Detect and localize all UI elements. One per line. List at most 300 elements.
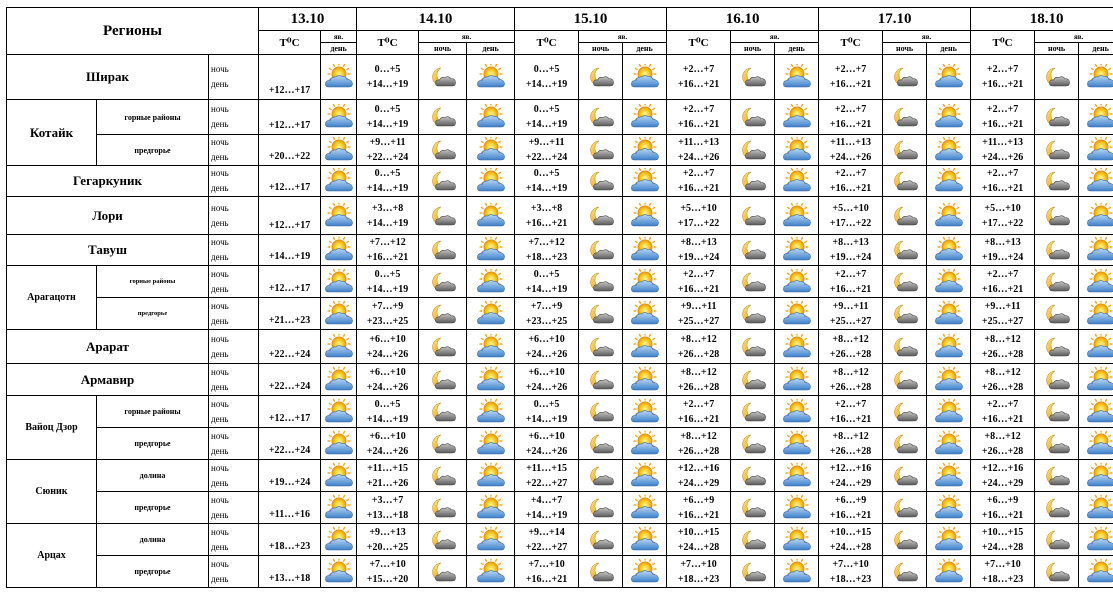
regions-header: Регионы bbox=[7, 8, 259, 55]
day-temp: +22…+24 bbox=[525, 152, 568, 163]
night-icon-cell bbox=[1035, 556, 1079, 588]
temp-day1 bbox=[259, 460, 321, 492]
night-temp: +9…+13 bbox=[369, 526, 406, 538]
day-icon-cell bbox=[321, 298, 357, 330]
day-icon-cell bbox=[927, 396, 971, 428]
day-icon-cell bbox=[1079, 460, 1113, 492]
temp-header: T⁰C bbox=[971, 31, 1035, 55]
night-icon-cell bbox=[579, 524, 623, 556]
day-temp: +24…+28 bbox=[981, 541, 1024, 553]
day-icon-cell bbox=[321, 330, 357, 364]
sun-cloud-icon bbox=[934, 367, 964, 393]
temp-cell bbox=[667, 396, 731, 428]
day-temp: +24…+26 bbox=[525, 348, 568, 360]
day-icon-cell bbox=[927, 428, 971, 460]
moon-cloud-icon bbox=[738, 169, 768, 193]
temp-cell bbox=[515, 364, 579, 396]
night-temp: +12…+16 bbox=[829, 462, 872, 474]
moon-cloud-icon bbox=[1042, 432, 1072, 456]
day-temp: +24…+26 bbox=[366, 348, 409, 360]
temp-cell bbox=[515, 135, 579, 166]
night-icon-cell bbox=[579, 364, 623, 396]
moon-cloud-icon bbox=[1042, 302, 1072, 326]
day-temp: +24…+28 bbox=[677, 541, 720, 553]
temp-cell bbox=[667, 330, 731, 364]
day-icon-cell bbox=[927, 100, 971, 135]
night-icon-cell bbox=[883, 428, 927, 460]
sun-cloud-icon bbox=[630, 301, 660, 327]
day-temp: +14…+19 bbox=[366, 119, 409, 130]
sun-cloud-icon bbox=[782, 527, 812, 553]
sun-cloud-icon bbox=[324, 203, 354, 229]
night-icon-cell bbox=[579, 330, 623, 364]
sun-cloud-icon bbox=[630, 431, 660, 457]
moon-cloud-icon bbox=[586, 169, 616, 193]
moon-cloud-icon bbox=[586, 238, 616, 262]
subregion-name: предгорье bbox=[97, 428, 209, 460]
day-temp: +16…+21 bbox=[981, 413, 1024, 425]
sun-cloud-icon bbox=[782, 203, 812, 229]
night-temp: +6…+10 bbox=[528, 366, 565, 378]
day-label: день bbox=[211, 477, 229, 488]
day-temp: +14…+19 bbox=[525, 79, 568, 90]
sun-cloud-icon bbox=[782, 399, 812, 425]
night-temp: +7…+10 bbox=[680, 558, 717, 570]
night-icon-cell bbox=[1035, 330, 1079, 364]
sun-cloud-icon bbox=[476, 269, 506, 295]
moon-cloud-icon bbox=[1042, 400, 1072, 424]
day-temp: +24…+26 bbox=[677, 152, 720, 163]
region-name: Гегаркуник bbox=[7, 166, 209, 197]
night-icon-cell bbox=[883, 396, 927, 428]
moon-cloud-icon bbox=[586, 432, 616, 456]
night-temp: +7…+9 bbox=[371, 300, 404, 312]
night-day-labels bbox=[209, 135, 259, 166]
moon-cloud-icon bbox=[890, 204, 920, 228]
day-icon-cell bbox=[623, 266, 667, 298]
day-temp: +16…+21 bbox=[981, 183, 1024, 194]
sun-cloud-icon bbox=[782, 301, 812, 327]
temp-day1 bbox=[259, 330, 321, 364]
temp-cell bbox=[357, 235, 419, 266]
day-temp: +24…+26 bbox=[366, 381, 409, 393]
temp-cell bbox=[667, 266, 731, 298]
night-icon-cell bbox=[883, 298, 927, 330]
moon-cloud-icon bbox=[586, 105, 616, 129]
day-icon-cell bbox=[623, 135, 667, 166]
night-icon-cell bbox=[1035, 298, 1079, 330]
night-temp: +2…+7 bbox=[986, 398, 1019, 410]
day-temp: +16…+21 bbox=[366, 252, 409, 263]
temp-cell bbox=[971, 55, 1035, 100]
moon-cloud-icon bbox=[890, 368, 920, 392]
table-row bbox=[7, 524, 1113, 556]
day-icon-cell bbox=[467, 55, 515, 100]
day-temp: +16…+21 bbox=[677, 413, 720, 425]
night-icon-cell bbox=[419, 364, 467, 396]
temp-cell bbox=[667, 235, 731, 266]
temp-cell bbox=[667, 55, 731, 100]
table-row bbox=[7, 235, 1113, 266]
temp-cell bbox=[819, 100, 883, 135]
moon-cloud-icon bbox=[428, 400, 458, 424]
night-icon-cell bbox=[579, 266, 623, 298]
night-icon-cell bbox=[1035, 266, 1079, 298]
day-icon-cell bbox=[1079, 396, 1113, 428]
sun-cloud-icon bbox=[630, 269, 660, 295]
night-temp: +11…+15 bbox=[526, 462, 567, 474]
day-icon-cell bbox=[927, 166, 971, 197]
temp-cell bbox=[515, 166, 579, 197]
night-icon-cell bbox=[579, 235, 623, 266]
moon-cloud-icon bbox=[586, 528, 616, 552]
temp-cell bbox=[971, 428, 1035, 460]
day-icon-cell bbox=[775, 460, 819, 492]
day-temp: +18…+23 bbox=[981, 573, 1024, 585]
sun-cloud-icon bbox=[782, 269, 812, 295]
day-icon-cell bbox=[775, 266, 819, 298]
temp-cell bbox=[971, 166, 1035, 197]
sun-cloud-icon bbox=[324, 237, 354, 263]
temp-day1 bbox=[259, 556, 321, 588]
night-temp: +11…+13 bbox=[678, 137, 719, 148]
sun-cloud-icon bbox=[934, 64, 964, 90]
temp-cell bbox=[819, 492, 883, 524]
moon-cloud-icon bbox=[586, 464, 616, 488]
day-temp: +26…+28 bbox=[981, 445, 1024, 457]
temp-cell bbox=[667, 100, 731, 135]
subregion-name: долина bbox=[97, 460, 209, 492]
moon-cloud-icon bbox=[1042, 204, 1072, 228]
night-temp: +9…+11 bbox=[832, 300, 869, 312]
temp-header: T⁰C bbox=[819, 31, 883, 55]
moon-cloud-icon bbox=[738, 496, 768, 520]
night-icon-cell bbox=[731, 166, 775, 197]
table-row bbox=[7, 460, 1113, 492]
night-subheader: ночь bbox=[731, 43, 775, 55]
night-icon-cell bbox=[731, 396, 775, 428]
day-icon-cell bbox=[1079, 298, 1113, 330]
day-temp: +22…+24 bbox=[366, 152, 409, 163]
night-icon-cell bbox=[419, 492, 467, 524]
night-temp: +6…+10 bbox=[369, 333, 406, 345]
sun-cloud-icon bbox=[782, 237, 812, 263]
sun-cloud-icon bbox=[934, 168, 964, 194]
moon-cloud-icon bbox=[738, 432, 768, 456]
night-label: ночь bbox=[211, 237, 229, 247]
night-day-labels bbox=[209, 100, 259, 135]
night-icon-cell bbox=[883, 330, 927, 364]
sun-cloud-icon bbox=[1086, 367, 1113, 393]
temp-cell bbox=[515, 492, 579, 524]
day-temp: +14…+19 bbox=[366, 79, 409, 90]
moon-cloud-icon bbox=[586, 368, 616, 392]
temp-value: +22…+24 bbox=[268, 445, 311, 456]
temp-day1 bbox=[259, 524, 321, 556]
moon-cloud-icon bbox=[1042, 169, 1072, 193]
moon-cloud-icon bbox=[428, 105, 458, 129]
sun-cloud-icon bbox=[782, 334, 812, 360]
sun-cloud-icon bbox=[324, 269, 354, 295]
sun-cloud-icon bbox=[324, 137, 354, 163]
temp-cell bbox=[819, 266, 883, 298]
day-temp: +18…+23 bbox=[829, 573, 872, 585]
temp-cell bbox=[667, 166, 731, 197]
date-header: 15.10 bbox=[515, 8, 667, 31]
day-temp: +26…+28 bbox=[981, 348, 1024, 360]
sun-cloud-icon bbox=[324, 367, 354, 393]
moon-cloud-icon bbox=[428, 138, 458, 162]
region-name: Сюник bbox=[7, 460, 97, 524]
day-icon-cell bbox=[1079, 556, 1113, 588]
temp-day1 bbox=[259, 266, 321, 298]
sun-cloud-icon bbox=[782, 168, 812, 194]
date-header: 16.10 bbox=[667, 8, 819, 31]
day-icon-cell bbox=[467, 524, 515, 556]
sun-cloud-icon bbox=[934, 301, 964, 327]
night-temp: +5…+10 bbox=[832, 202, 869, 214]
night-icon-cell bbox=[883, 364, 927, 396]
temp-day1 bbox=[259, 197, 321, 235]
temp-cell bbox=[515, 55, 579, 100]
night-icon-cell bbox=[883, 492, 927, 524]
temp-day1 bbox=[259, 364, 321, 396]
night-icon-cell bbox=[1035, 235, 1079, 266]
night-label: ночь bbox=[211, 300, 229, 311]
night-icon-cell bbox=[731, 524, 775, 556]
night-temp: +8…+12 bbox=[680, 430, 717, 442]
night-temp: +8…+12 bbox=[984, 333, 1021, 345]
night-temp: +6…+9 bbox=[834, 494, 867, 506]
moon-cloud-icon bbox=[428, 238, 458, 262]
temp-cell bbox=[971, 298, 1035, 330]
night-icon-cell bbox=[419, 55, 467, 100]
night-icon-cell bbox=[579, 298, 623, 330]
day-temp: +14…+19 bbox=[366, 183, 409, 194]
night-temp: +8…+13 bbox=[680, 237, 717, 248]
temp-cell bbox=[357, 330, 419, 364]
night-icon-cell bbox=[731, 235, 775, 266]
date-header: 14.10 bbox=[357, 8, 515, 31]
moon-cloud-icon bbox=[738, 238, 768, 262]
day-label: день bbox=[211, 445, 229, 456]
temp-value: +12…+17 bbox=[268, 283, 311, 294]
day-temp: +13…+18 bbox=[366, 509, 409, 521]
night-icon-cell bbox=[731, 55, 775, 100]
sun-cloud-icon bbox=[934, 334, 964, 360]
day-icon-cell bbox=[623, 428, 667, 460]
sun-cloud-icon bbox=[476, 559, 506, 585]
night-day-labels bbox=[209, 330, 259, 364]
moon-cloud-icon bbox=[890, 496, 920, 520]
night-icon-cell bbox=[579, 492, 623, 524]
temp-value: +22…+24 bbox=[268, 381, 311, 392]
night-temp: +12…+16 bbox=[677, 462, 720, 474]
night-temp: +7…+10 bbox=[369, 558, 406, 570]
day-subheader: день bbox=[775, 43, 819, 55]
day-icon-cell bbox=[1079, 428, 1113, 460]
day-temp: +26…+28 bbox=[829, 348, 872, 360]
temp-cell bbox=[357, 460, 419, 492]
temp-cell bbox=[971, 460, 1035, 492]
region-name: Ширак bbox=[7, 55, 209, 100]
night-icon-cell bbox=[579, 166, 623, 197]
temp-cell bbox=[667, 135, 731, 166]
night-temp: +3…+8 bbox=[530, 202, 563, 214]
subregion-name: предгорье bbox=[97, 298, 209, 330]
day-temp: +24…+28 bbox=[829, 541, 872, 553]
temp-cell bbox=[971, 524, 1035, 556]
night-icon-cell bbox=[1035, 524, 1079, 556]
moon-cloud-icon bbox=[586, 560, 616, 584]
night-day-labels bbox=[209, 396, 259, 428]
night-icon-cell bbox=[731, 428, 775, 460]
temp-value: +22…+24 bbox=[268, 349, 311, 360]
sun-cloud-icon bbox=[1086, 431, 1113, 457]
day-icon-cell bbox=[775, 428, 819, 460]
moon-cloud-icon bbox=[890, 169, 920, 193]
sun-cloud-icon bbox=[476, 301, 506, 327]
night-icon-cell bbox=[731, 266, 775, 298]
day-temp: +14…+19 bbox=[366, 413, 409, 425]
day-icon-cell bbox=[775, 298, 819, 330]
sun-cloud-icon bbox=[934, 431, 964, 457]
date-header: 13.10 bbox=[259, 8, 357, 31]
sun-cloud-icon bbox=[934, 137, 964, 163]
night-icon-cell bbox=[731, 492, 775, 524]
table-row bbox=[7, 556, 1113, 588]
temp-cell bbox=[515, 100, 579, 135]
day-temp: +16…+21 bbox=[829, 413, 872, 425]
day-temp: +16…+21 bbox=[981, 509, 1024, 521]
temp-cell bbox=[357, 396, 419, 428]
sun-cloud-icon bbox=[324, 64, 354, 90]
temp-cell bbox=[667, 524, 731, 556]
day-icon-cell bbox=[927, 298, 971, 330]
day-icon-cell bbox=[775, 100, 819, 135]
day-icon-cell bbox=[775, 330, 819, 364]
date-header: 18.10 bbox=[971, 8, 1113, 31]
temp-cell bbox=[357, 364, 419, 396]
day-temp: +16…+21 bbox=[981, 119, 1024, 130]
day-temp: +14…+19 bbox=[366, 217, 409, 229]
sun-cloud-icon bbox=[782, 463, 812, 489]
moon-cloud-icon bbox=[586, 270, 616, 294]
temp-cell bbox=[357, 492, 419, 524]
night-temp: +2…+7 bbox=[682, 268, 715, 280]
night-icon-cell bbox=[883, 460, 927, 492]
table-row bbox=[7, 330, 1113, 364]
night-label: ночь bbox=[211, 137, 229, 147]
sun-cloud-icon bbox=[476, 64, 506, 90]
moon-cloud-icon bbox=[890, 464, 920, 488]
moon-cloud-icon bbox=[1042, 105, 1072, 129]
day-icon-cell bbox=[321, 364, 357, 396]
moon-cloud-icon bbox=[738, 204, 768, 228]
day-icon-cell bbox=[467, 100, 515, 135]
temp-day1 bbox=[259, 135, 321, 166]
day-icon-cell bbox=[321, 166, 357, 197]
sun-cloud-icon bbox=[630, 463, 660, 489]
moon-cloud-icon bbox=[890, 400, 920, 424]
sun-cloud-icon bbox=[476, 527, 506, 553]
temp-cell bbox=[971, 396, 1035, 428]
moon-cloud-icon bbox=[890, 528, 920, 552]
night-subheader: ночь bbox=[419, 43, 467, 55]
day-temp: +20…+25 bbox=[366, 541, 409, 553]
night-temp: +9…+14 bbox=[528, 526, 565, 538]
night-temp: +3…+7 bbox=[371, 494, 404, 506]
moon-cloud-icon bbox=[1042, 335, 1072, 359]
temp-cell bbox=[971, 135, 1035, 166]
sun-cloud-icon bbox=[1086, 237, 1113, 263]
night-temp: +8…+12 bbox=[984, 430, 1021, 442]
temp-day1 bbox=[259, 55, 321, 100]
night-temp: 0…+5 bbox=[374, 64, 401, 75]
sun-cloud-icon bbox=[324, 431, 354, 457]
temp-value: +13…+18 bbox=[268, 573, 311, 584]
temp-value: +12…+17 bbox=[268, 220, 311, 231]
night-icon-cell bbox=[419, 460, 467, 492]
day-icon-cell bbox=[775, 524, 819, 556]
temp-cell bbox=[357, 197, 419, 235]
sun-cloud-icon bbox=[1086, 334, 1113, 360]
temp-value: +12…+17 bbox=[268, 120, 311, 131]
day-icon-cell bbox=[1079, 166, 1113, 197]
day-icon-cell bbox=[623, 166, 667, 197]
temp-cell bbox=[971, 197, 1035, 235]
night-icon-cell bbox=[883, 197, 927, 235]
sun-cloud-icon bbox=[934, 527, 964, 553]
night-subheader: ночь bbox=[883, 43, 927, 55]
temp-day1 bbox=[259, 100, 321, 135]
sun-cloud-icon bbox=[630, 559, 660, 585]
moon-cloud-icon bbox=[890, 138, 920, 162]
night-icon-cell bbox=[1035, 197, 1079, 235]
day-label: день bbox=[211, 573, 229, 584]
day-icon-cell bbox=[927, 460, 971, 492]
temp-cell bbox=[515, 298, 579, 330]
night-label: ночь bbox=[211, 104, 229, 114]
temp-cell bbox=[357, 135, 419, 166]
day-icon-cell bbox=[321, 492, 357, 524]
sun-cloud-icon bbox=[1086, 64, 1113, 90]
night-icon-cell bbox=[1035, 428, 1079, 460]
subregion-name: горные районы bbox=[97, 266, 209, 298]
night-icon-cell bbox=[419, 266, 467, 298]
night-icon-cell bbox=[419, 428, 467, 460]
day-subheader: день bbox=[927, 43, 971, 55]
night-temp: +2…+7 bbox=[834, 104, 867, 115]
temp-cell bbox=[515, 330, 579, 364]
night-temp: +7…+9 bbox=[530, 300, 563, 312]
day-temp: +24…+26 bbox=[981, 152, 1024, 163]
moon-cloud-icon bbox=[1042, 270, 1072, 294]
night-temp: +10…+15 bbox=[677, 526, 720, 538]
sun-cloud-icon bbox=[782, 367, 812, 393]
moon-cloud-icon bbox=[738, 560, 768, 584]
night-icon-cell bbox=[883, 556, 927, 588]
sun-cloud-icon bbox=[630, 334, 660, 360]
night-day-labels bbox=[209, 166, 259, 197]
night-temp: 0…+5 bbox=[533, 168, 560, 179]
day-temp: +19…+24 bbox=[981, 252, 1024, 263]
night-icon-cell bbox=[883, 266, 927, 298]
night-temp: +2…+7 bbox=[834, 64, 867, 75]
day-subheader: день bbox=[467, 43, 515, 55]
moon-cloud-icon bbox=[428, 560, 458, 584]
sun-cloud-icon bbox=[476, 367, 506, 393]
